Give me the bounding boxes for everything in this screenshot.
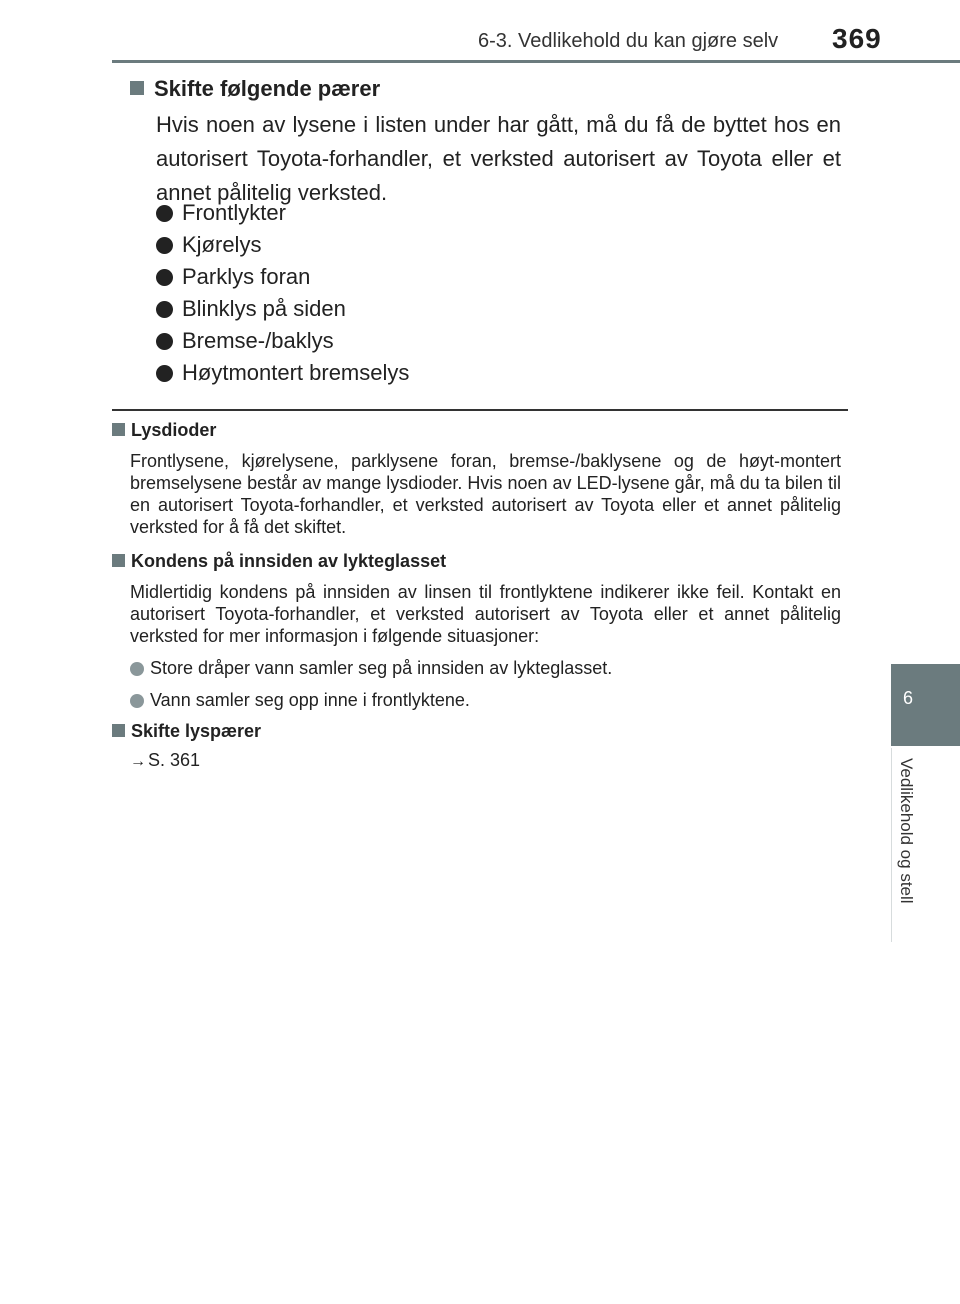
bullet-dot-icon xyxy=(156,237,173,254)
page-header xyxy=(0,0,960,62)
note-heading-kondens: Kondens på innsiden av lykteglasset xyxy=(112,551,446,572)
note-heading-lysdioder: Lysdioder xyxy=(112,420,216,441)
bulb-list xyxy=(156,197,409,389)
note-text-lysdioder: Frontlysene, kjørelysene, parklysene foran, bremse-/baklysene og de høyt-montert bremselysene består av mange lysdioder. Hvis noen av LED-lysene går, må du ta bilen til en autorisert Toyota-forhandler, et verksted autorisert av Toyota eller et annet pålitelig verksted for å få det skiftet. xyxy=(130,451,841,537)
arrow-right-icon: → xyxy=(130,753,146,770)
list-item: Høytmontert bremselys xyxy=(156,357,409,389)
square-bullet-icon xyxy=(130,81,144,95)
chapter-title: Vedlikehold og stell xyxy=(897,758,916,904)
header-rule xyxy=(112,60,960,63)
list-item: Store dråper vann samler seg på innsiden av lykteglasset. xyxy=(130,658,612,679)
square-bullet-icon xyxy=(112,554,125,567)
bullet-dot-icon xyxy=(156,333,173,350)
main-paragraph: Hvis noen av lysene i listen under har gått, må du få de byttet hos en autorisert Toyota-forhandler, et verksted autorisert av Toyota eller et annet pålitelig verksted. xyxy=(156,112,841,205)
page-number: 369 xyxy=(832,23,882,54)
section-title: 6-3. Vedlikehold du kan gjøre selv xyxy=(478,30,779,52)
list-item: Kjørelys xyxy=(156,229,409,261)
section-divider xyxy=(112,409,848,411)
main-heading-text: Skifte følgende pærer xyxy=(154,76,381,101)
square-bullet-icon xyxy=(112,423,125,436)
bullet-dot-icon xyxy=(156,301,173,318)
note-heading-lyspaerer: Skifte lyspærer xyxy=(112,721,261,742)
list-item: Parklys foran xyxy=(156,261,409,293)
bullet-dot-icon xyxy=(130,694,144,708)
chapter-number: 6 xyxy=(902,688,913,708)
bullet-dot-icon xyxy=(156,365,173,382)
list-item: Frontlykter xyxy=(156,197,409,229)
main-heading xyxy=(130,76,380,102)
list-item: Vann samler seg opp inne i frontlyktene. xyxy=(130,690,470,711)
page-reference-link[interactable]: → S. 361 xyxy=(130,750,201,770)
bullet-dot-icon xyxy=(156,205,173,222)
bullet-dot-icon xyxy=(156,269,173,286)
list-item: Bremse-/baklys xyxy=(156,325,409,357)
note-text-kondens: Midlertidig kondens på innsiden av linsen til frontlyktene indikerer ikke feil. Kontakt en autorisert Toyota-forhandler, et verksted autorisert av Toyota eller et annet pålitelig verksted for mer informasjon i følgende situasjoner: xyxy=(130,582,841,646)
list-item: Blinklys på siden xyxy=(156,293,409,325)
square-bullet-icon xyxy=(112,724,125,737)
bullet-dot-icon xyxy=(130,662,144,676)
